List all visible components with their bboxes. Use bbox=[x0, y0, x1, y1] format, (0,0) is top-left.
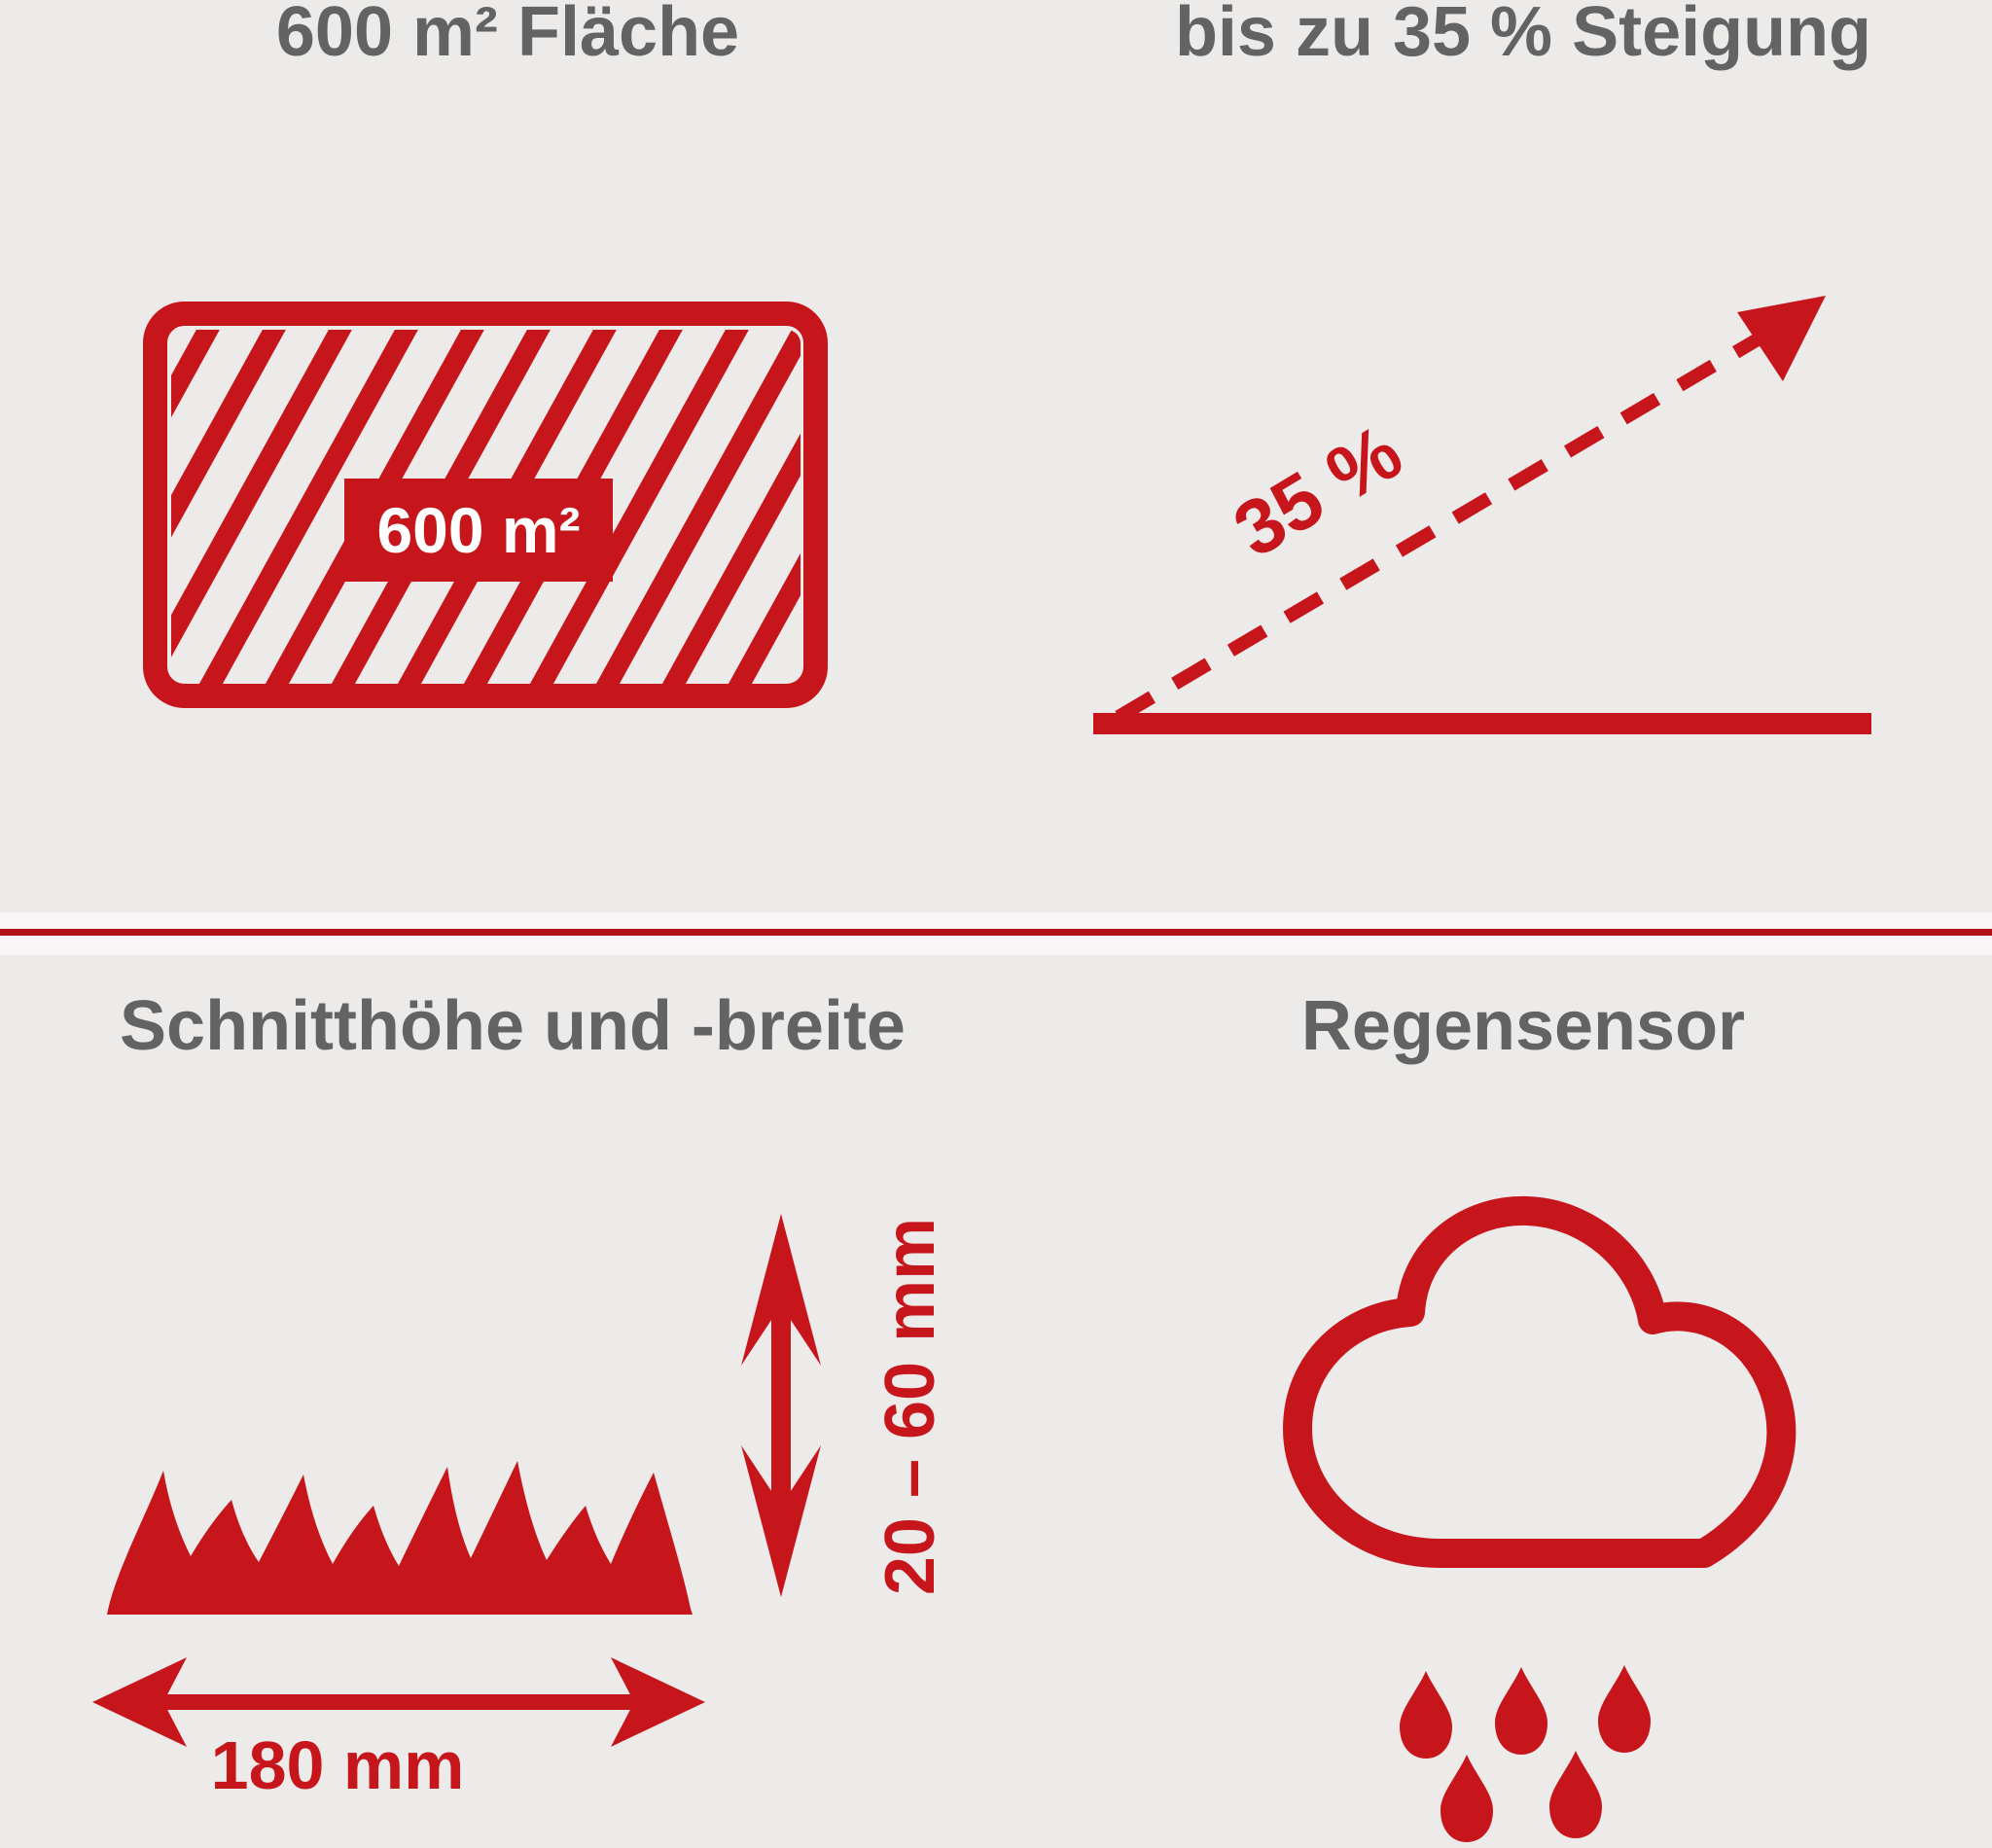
slope-baseline bbox=[1093, 713, 1871, 734]
cutting-section-title: Schnitthöhe und -breite bbox=[120, 987, 906, 1065]
rain-section-title: Regensensor bbox=[1300, 987, 1746, 1065]
grass-icon bbox=[107, 1461, 693, 1615]
area-badge-label: 600 m² bbox=[376, 494, 581, 566]
raindrop-icon bbox=[1549, 1751, 1602, 1838]
raindrop-icon bbox=[1495, 1667, 1547, 1755]
slope-icon bbox=[1093, 296, 1871, 734]
rain-cloud-icon bbox=[1298, 1211, 1781, 1842]
raindrop-icon bbox=[1598, 1665, 1651, 1753]
slope-dashed-line bbox=[1119, 337, 1762, 717]
cutting-width-label: 180 mm bbox=[210, 1727, 465, 1803]
raindrop-icon bbox=[1441, 1755, 1493, 1842]
slope-percent-label: 35 % bbox=[1219, 408, 1416, 574]
slope-section-title: bis zu 35 % Steigung bbox=[1174, 0, 1872, 71]
height-range-arrow-icon bbox=[741, 1214, 821, 1597]
raindrop-icon bbox=[1400, 1671, 1452, 1759]
raindrops bbox=[1400, 1665, 1651, 1842]
area-section-title: 600 m² Fläche bbox=[275, 0, 740, 71]
area-badge bbox=[344, 479, 613, 582]
cutting-height-label: 20 – 60 mm bbox=[872, 1217, 949, 1596]
